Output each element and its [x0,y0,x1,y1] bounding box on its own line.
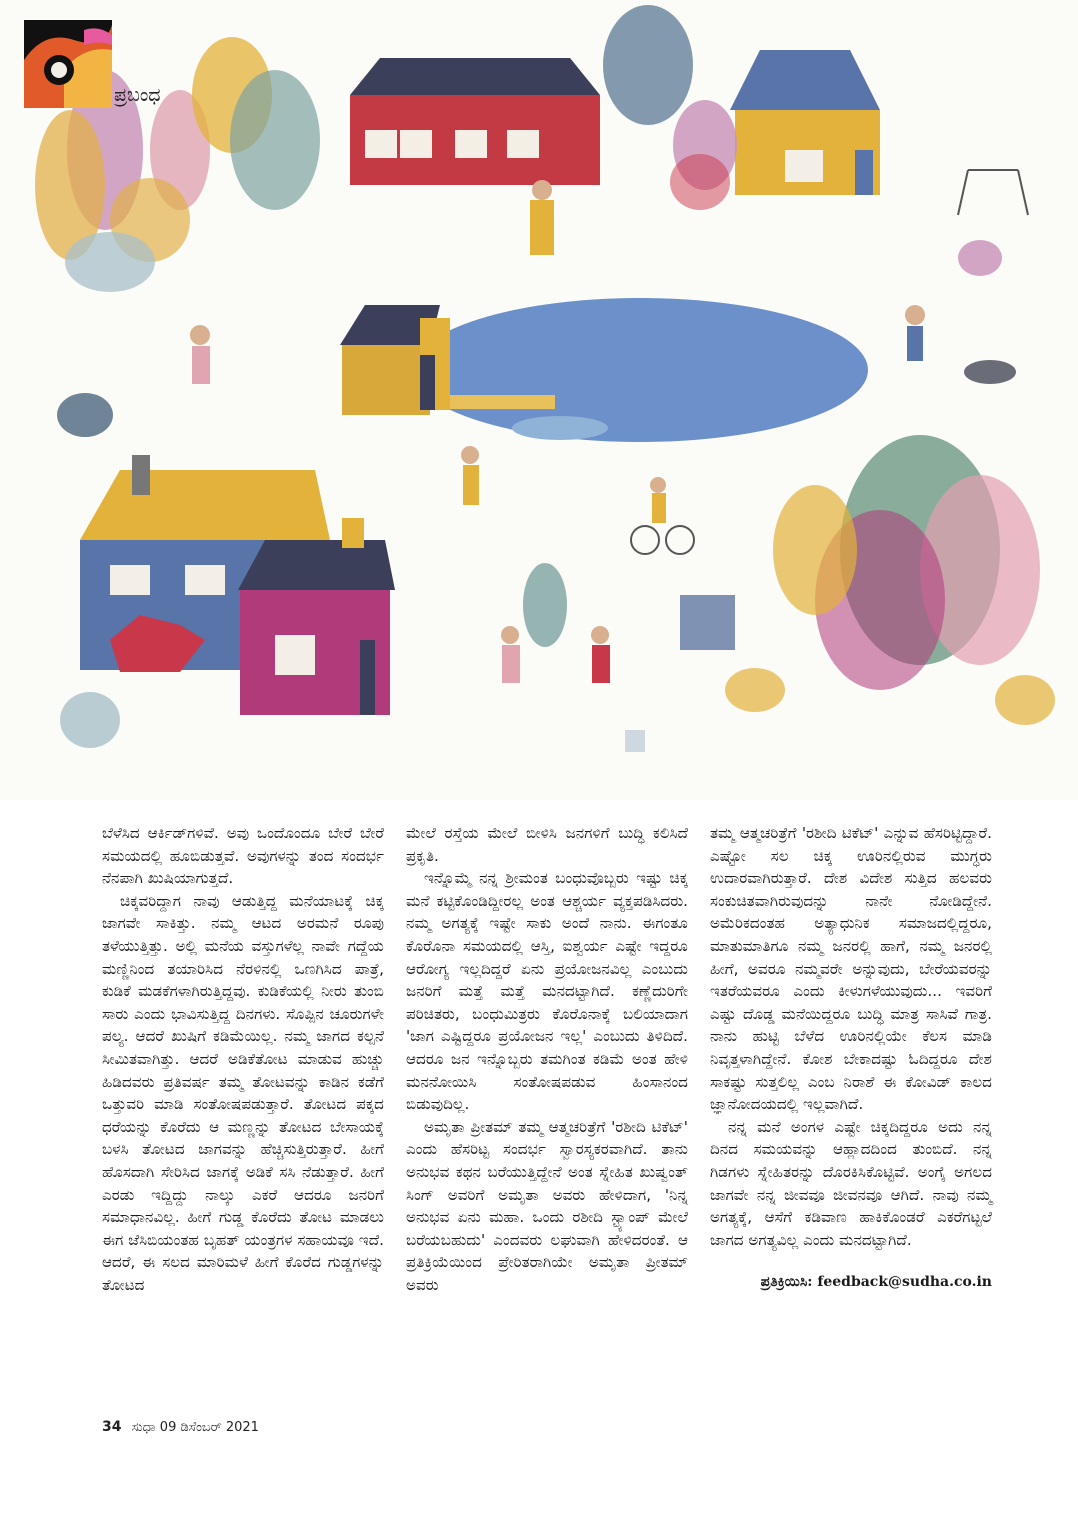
feedback-line: ಪ್ರತಿಕ್ರಿಯಿಸಿ: feedback@sudha.co.in [760,1274,992,1291]
rowboat [512,416,608,440]
paragraph: ತಮ್ಮ ಆತ್ಮಚರಿತ್ರೆಗೆ 'ರಶೀದಿ ಟಿಕೆಟ್' ಎನ್ನುವ ಹೆಸರಿಟ್ಟಿದ್ದಾರೆ. ಎಷ್ಟೋ ಸಲ ಚಿಕ್ಕ ಊರಿನಲ್ಲಿರುವ ಮುಗ್ಧರು ಉದಾರವಾಗಿರುತ್ತಾರೆ. ದೇಶ ವಿದೇಶ ಸುತ್ತಿದ ಹಲವರು ಸಂಕುಚಿತವಾಗಿರುವುದನ್ನು ನಾನೇ ನೋಡಿದ್ದೇನೆ. ಅಮೆರಿಕದಂತಹ ಅತ್ಯಾಧುನಿಕ ಸಮಾಜದಲ್ಲಿದ್ದರೂ, ಮಾತುಮಾತಿಗೂ ನಮ್ಮ ಜನರಲ್ಲಿ ಹಾಗೆ, ನಮ್ಮ ಜನರಲ್ಲಿ ಹೀಗೆ, ಅವರೂ ನಮ್ಮವರೇ ಅನ್ನುವುದು, ಬೇರೆಯವರನ್ನು ಇತರೆಯವರೂ ಎಂದು ಕೀಳುಗಳೆಯುವುದು... ಇವರಿಗೆ ಎಷ್ಟು ದೊಡ್ಡ ಮನೆಯಿದ್ದರೂ ಬುದ್ಧಿ ಮಾತ್ರ ಸಾಸಿವೆ ಗಾತ್ರ. ನಾನು ಹುಟ್ಟಿ ಬೆಳೆದ ಊರಿನಲ್ಲಿಯೇ ಕೆಲಸ ಮಾಡಿ ನಿವೃತ್ತಳಾಗಿದ್ದೇನೆ. ಕೋಶ ಬೇಕಾದಷ್ಟು ಓದಿದ್ದರೂ ದೇಶ ಸಾಕಷ್ಟು ಸುತ್ತಲಿಲ್ಲ ಎಂಬ ನಿರಾಶೆ ಈ ಕೋವಿಡ್ ಕಾಲದ ಜ್ಞಾನೋದಯದಲ್ಲಿ ಇಲ್ಲವಾಗಿದೆ. [710,824,992,1114]
page-footer [102,1419,259,1435]
paragraph: ಚಿಕ್ಕವರಿದ್ದಾಗ ನಾವು ಆಡುತ್ತಿದ್ದ ಮನೆಯಾಟಕ್ಕೆ ಚಿಕ್ಕ ಜಾಗವೇ ಸಾಕಿತ್ತು. ನಮ್ಮ ಆಟದ ಅರಮನೆ ರೂಪು ತಳೆಯುತ್ತಿತ್ತು. ಅಲ್ಲಿ ಮನೆಯ ವಸ್ತುಗಳೆಲ್ಲ ನಾವೇ ಗದ್ದೆಯ ಮಣ್ಣಿನಿಂದ ತಯಾರಿಸಿದ ನೆರಳಿನಲ್ಲಿ ಒಣಗಿಸಿದ ಪಾತ್ರೆ, ಕುಡಿಕೆ ಮಡಕೆಗಳಾಗಿರುತ್ತಿದ್ದವು. ಕುಡಿಕೆಯಲ್ಲಿ ನೀರು ತುಂಬಿ ಸಾರು ಎಂದು ಭಾವಿಸುತ್ತಿದ್ದ ದಿನಗಳು. ಸೊಪ್ಪಿನ ಚೂರುಗಳೇ ಪಲ್ಯ. ಆದರೆ ಖುಷಿಗೆ ಕಡಿಮೆಯಿಲ್ಲ. ನಮ್ಮ ಜಾಗದ ಕಲ್ಪನೆ ಸೀಮಿತವಾಗಿತ್ತು. ಆದರೆ ಅಡಿಕೆತೋಟ ಮಾಡುವ ಹುಚ್ಚು ಹಿಡಿದವರು ಪ್ರತಿವರ್ಷ ತಮ್ಮ ತೋಟವನ್ನು ಕಾಡಿನ ಕಡೆಗೆ ಒತ್ತುವರಿ ಮಾಡಿ ಸಂತೋಷಪಡುತ್ತಾರೆ. ತೋಟದ ಪಕ್ಕದ ಧರೆಯನ್ನು ಕೊರೆದು ಆ ಮಣ್ಣನ್ನು ತೋಟದ ಬೇಸಾಯಕ್ಕೆ ಬಳಸಿ ತೋಟದ ಜಾಗವನ್ನು ಹೆಚ್ಚಿಸುತ್ತಿರುತ್ತಾರೆ. ಹೀಗೆ ಹೊಸದಾಗಿ ಸೇರಿಸಿದ ಜಾಗಕ್ಕೆ ಅಡಿಕೆ ಸಸಿ ನೆಡುತ್ತಾರೆ. ಹೀಗೆ ಎರಡು ಇದ್ದಿದ್ದು ನಾಲ್ಕು ಎಕರೆ ಆದರೂ ಜನರಿಗೆ ಸಮಾಧಾನವಿಲ್ಲ. ಹೀಗೆ ಗುಡ್ಡ ಕೊರೆದು ತೋಟ ಮಾಡಲು ಈಗ ಜೆಸಿಬಿಯಂತಹ ಬೃಹತ್ ಯಂತ್ರಗಳ ಸಹಾಯವೂ ಇದೆ. ಆದರೆ, ಈ ಸಲದ ಮಾರಿಮಳೆ ಹೀಗೆ ಕೊರೆದ ಗುಡ್ಡಗಳನ್ನು ತೋಟದ [102,891,384,1294]
paragraph: ನನ್ನ ಮನೆ ಅಂಗಳ ಎಷ್ಟೇ ಚಿಕ್ಕದಿದ್ದರೂ ಅದು ನನ್ನ ದಿನದ ಸಮಯವನ್ನು ಆಹ್ಲಾದದಿಂದ ತುಂಬಿದೆ. ನನ್ನ ಗಿಡಗಳು ಸ್ನೇಹಿತರನ್ನು ದೊರಕಿಸಿಕೊಟ್ಟಿವೆ. ಅಂಗೈ ಅಗಲದ ಜಾಗವೇ ನನ್ನ ಜೀವವೂ ಜೀವನವೂ ಆಗಿದೆ. ನಾವು ನಮ್ಮ ಅಗತ್ಯಕ್ಕೆ, ಆಸೆಗೆ ಕಡಿವಾಣ ಹಾಕಿಕೊಂಡರೆ ಎಕರೆಗಟ್ಟಲೆ ಜಾಗದ ಅಗತ್ಯವಿಲ್ಲ ಎಂದು ಮನದಟ್ಟಾಗಿದೆ. [710,1117,992,1249]
paragraph: ಮೇಲೆ ರಸ್ತೆಯ ಮೇಲೆ ಬೀಳಿಸಿ ಜನಗಳಿಗೆ ಬುದ್ಧಿ ಕಲಿಸಿದೆ ಪ್ರಕೃತಿ. [406,824,688,865]
swing [958,170,1028,215]
article-column-2 [406,822,688,1412]
lake [412,298,868,442]
logo-emblem [24,20,112,108]
page-number: 34 [102,1419,122,1435]
issue-date: 09 ಡಿಸೆಂಬರ್ 2021 [159,1420,259,1435]
yellow-house-right [730,50,880,195]
magazine-name: ಸುಧಾ [131,1420,156,1435]
paragraph: ಅಮೃತಾ ಪ್ರೀತಮ್ ತಮ್ಮ ಆತ್ಮಚರಿತ್ರೆಗೆ 'ರಶೀದಿ ಟಿಕೆಟ್' ಎಂದು ಹೆಸರಿಟ್ಟ ಸಂದರ್ಭ ಸ್ವಾರಸ್ಯಕರವಾಗಿದೆ. ತಾನು ಅನುಭವ ಕಥನ ಬರೆಯುತ್ತಿದ್ದೇನೆ ಅಂತ ಸ್ನೇಹಿತ ಖುಷ್ವಂತ್ ಸಿಂಗ್ ಅವರಿಗೆ ಅಮೃತಾ ಅವರು ಹೇಳಿದಾಗ, 'ನಿನ್ನ ಅನುಭವ ಏನು ಮಹಾ. ಒಂದು ರಶೀದಿ ಸ್ಟ್ಯಾಂಪ್ ಮೇಲೆ ಬರೆಯಬಹುದು' ಎಂದವರು ಲಘುವಾಗಿ ಹೇಳಿದರಂತೆ. ಆ ಪ್ರತಿಕ್ರಿಯೆಯಿಂದ ಪ್ರೇರಿತರಾಗಿಯೇ ಅಮೃತಾ ಪ್ರೀತಮ್ ಅವರು [406,1117,688,1294]
paragraph: ಇನ್ನೊಮ್ಮೆ ನನ್ನ ಶ್ರೀಮಂತ ಬಂಧುವೊಬ್ಬರು ಇಷ್ಟು ಚಿಕ್ಕ ಮನೆ ಕಟ್ಟಿಕೊಂಡಿದ್ದೀರಲ್ಲ ಅಂತ ಆಶ್ಚರ್ಯ ವ್ಯಕ್ತಪಡಿಸಿದರು. ನಮ್ಮ ಅಗತ್ಯಕ್ಕೆ ಇಷ್ಟೇ ಸಾಕು ಅಂದೆ ನಾನು. ಈಗಂತೂ ಕೊರೊನಾ ಸಮಯದಲ್ಲಿ ಆಸ್ತಿ, ಐಶ್ವರ್ಯ ಎಷ್ಟೇ ಇದ್ದರೂ ಆರೋಗ್ಯ ಇಲ್ಲದಿದ್ದರೆ ಏನು ಪ್ರಯೋಜನವಿಲ್ಲ ಎಂಬುದು ಜನರಿಗೆ ಮತ್ತೆ ಮತ್ತೆ ಮನದಟ್ಟಾಗಿದೆ. ಕಣ್ಣೆದುರಿಗೇ ಪರಿಚಿತರು, ಬಂಧುಮಿತ್ರರು ಕೊರೊನಾಕ್ಕೆ ಬಲಿಯಾದಾಗ 'ಜಾಗ ಎಷ್ಟಿದ್ದರೂ ಪ್ರಯೋಜನ ಇಲ್ಲ' ಎಂಬುದು ತಿಳಿದಿದೆ. ಆದರೂ ಜನ ಇನ್ನೊಬ್ಬರು ತಮಗಿಂತ ಕಡಿಮೆ ಅಂತ ಹೇಳಿ ಮನನೋಯಿಸಿ ಸಂತೋಷಪಡುವ ಹಿಂಸಾನಂದ ಬಿಡುವುದಿಲ್ಲ. [406,869,688,1114]
article-column-1 [102,822,384,1412]
article-body [102,822,994,1412]
section-label: ಪ್ರಬಂಧ [114,84,161,106]
article-column-3 [710,822,992,1412]
boat-house [340,305,450,415]
red-house [350,58,600,185]
paragraph: ಬೆಳೆಸಿದ ಆರ್ಕಿಡ್‌ಗಳಿವೆ. ಅವು ಒಂದೊಂದೂ ಬೇರೆ ಬೇರೆ ಸಮಯದಲ್ಲಿ ಹೂಬಿಡುತ್ತವೆ. ಅವುಗಳನ್ನು ತಂದ ಸಂದರ್ಭ ನೆನಪಾಗಿ ಖುಷಿಯಾಗುತ್ತದೆ. [102,824,384,888]
magenta-house [238,518,395,715]
section-logo [24,20,112,108]
